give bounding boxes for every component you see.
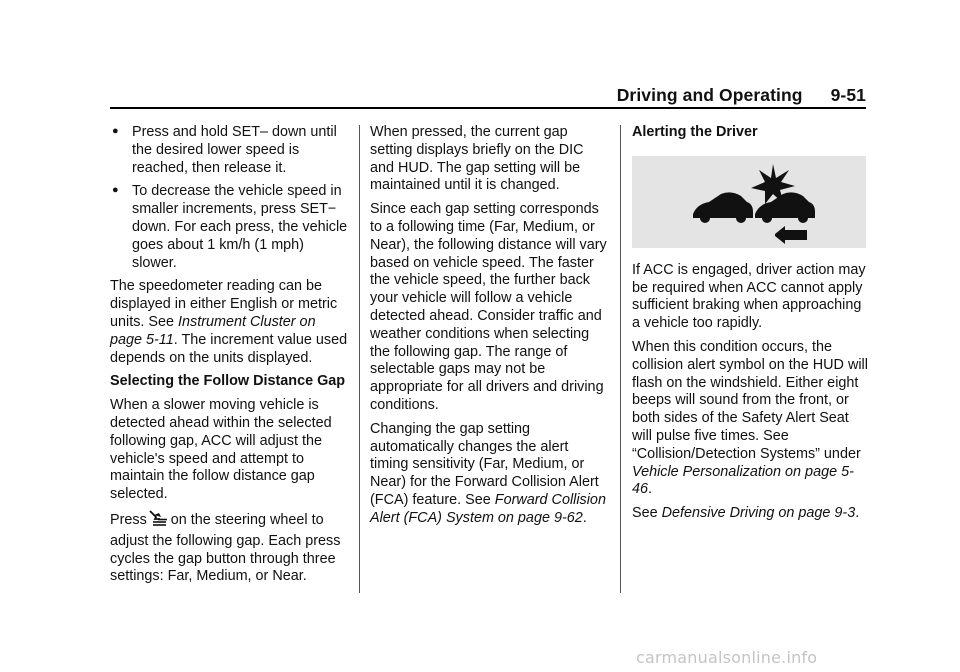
bullet-item — [110, 183, 350, 272]
column-right — [632, 124, 868, 529]
text: Press — [110, 511, 147, 528]
column-middle — [370, 124, 610, 534]
collision-alert-figure — [632, 156, 866, 248]
column-divider — [359, 125, 360, 593]
bullet-icon: ● — [112, 125, 119, 137]
page-number: 9-51 — [830, 85, 866, 105]
cross-reference-link[interactable]: Defensive Driving on page 9-3 — [661, 505, 856, 522]
paragraph — [110, 510, 350, 586]
column-left — [110, 124, 350, 592]
header-rule — [110, 107, 866, 109]
text: When this condition occurs, the collision alert symbol on the HUD will flash on the windshield. Either eight beeps will sound from the front, or both sides of the Safety Alert Seat will pulse five times. See “Collision/Detection Systems” under — [632, 338, 868, 462]
cross-reference-link[interactable]: Forward Collision Alert (FCA) System on page 9-62 — [370, 491, 606, 526]
paragraph: Since each gap setting corresponds to a following time (Far, Medium, or Near), the following distance will vary based on vehicle speed. The faster the vehicle speed, the further back your vehicle will follow a vehicle detected ahead. Consider traffic and weather conditions when selecting the following gap. The range of selectable gaps may not be appropriate for all drivers and driving conditions. — [370, 201, 607, 413]
text: on the steering wheel to adjust the following gap. Each press cycles the gap button through three settings: Far, Medium, or Near. — [110, 511, 341, 585]
text: . — [855, 505, 860, 522]
page-header — [110, 80, 866, 106]
text: See — [632, 505, 662, 522]
watermark: carmanualsonline.info — [636, 648, 818, 667]
cross-reference-link[interactable]: Instrument Cluster on page 5-11 — [110, 313, 316, 348]
column-divider — [620, 125, 621, 593]
cross-reference-link[interactable]: Vehicle Personalization on page 5-46 — [632, 463, 854, 498]
bullet-text: To decrease the vehicle speed in smaller increments, press SET− down. For each press, the vehicle goes about 1 km/h (1 mph) slower. — [132, 183, 348, 271]
text: . The increment value used depends on the units displayed. — [110, 331, 348, 366]
follow-gap-button-icon — [149, 510, 169, 533]
paragraph — [110, 278, 350, 367]
section-title: Driving and Operating — [616, 85, 803, 105]
subheading: Selecting the Follow Distance Gap — [110, 373, 346, 390]
text: . — [648, 481, 653, 498]
bullet-icon: ● — [112, 184, 119, 197]
paragraph — [632, 505, 868, 523]
paragraph: If ACC is engaged, driver action may be required when ACC cannot apply sufficient braking when approaching a vehicle too rapidly. — [632, 261, 866, 332]
bullet-item — [110, 124, 350, 177]
paragraph — [632, 339, 868, 499]
collision-alert-icon — [679, 160, 819, 244]
text: Changing the gap setting automatically changes the alert timing sensitivity (Far, Medium, or Near) for the Forward Collision Alert (FCA) feature. See — [370, 420, 599, 508]
paragraph: When a slower moving vehicle is detected ahead within the selected following gap, ACC will adjust the vehicle's speed and attempt to maintain the follow distance gap selected. — [110, 397, 332, 503]
text: The speedometer reading can be displayed in either English or metric units. See — [110, 278, 338, 330]
text: . — [582, 509, 587, 526]
paragraph: When pressed, the current gap setting displays briefly on the DIC and HUD. The gap setting will be maintained until it is changed. — [370, 124, 584, 194]
bullet-text: Press and hold SET– down until the desired lower speed is reached, then release it. — [132, 124, 337, 176]
subheading: Alerting the Driver — [632, 124, 758, 140]
paragraph — [370, 421, 610, 528]
